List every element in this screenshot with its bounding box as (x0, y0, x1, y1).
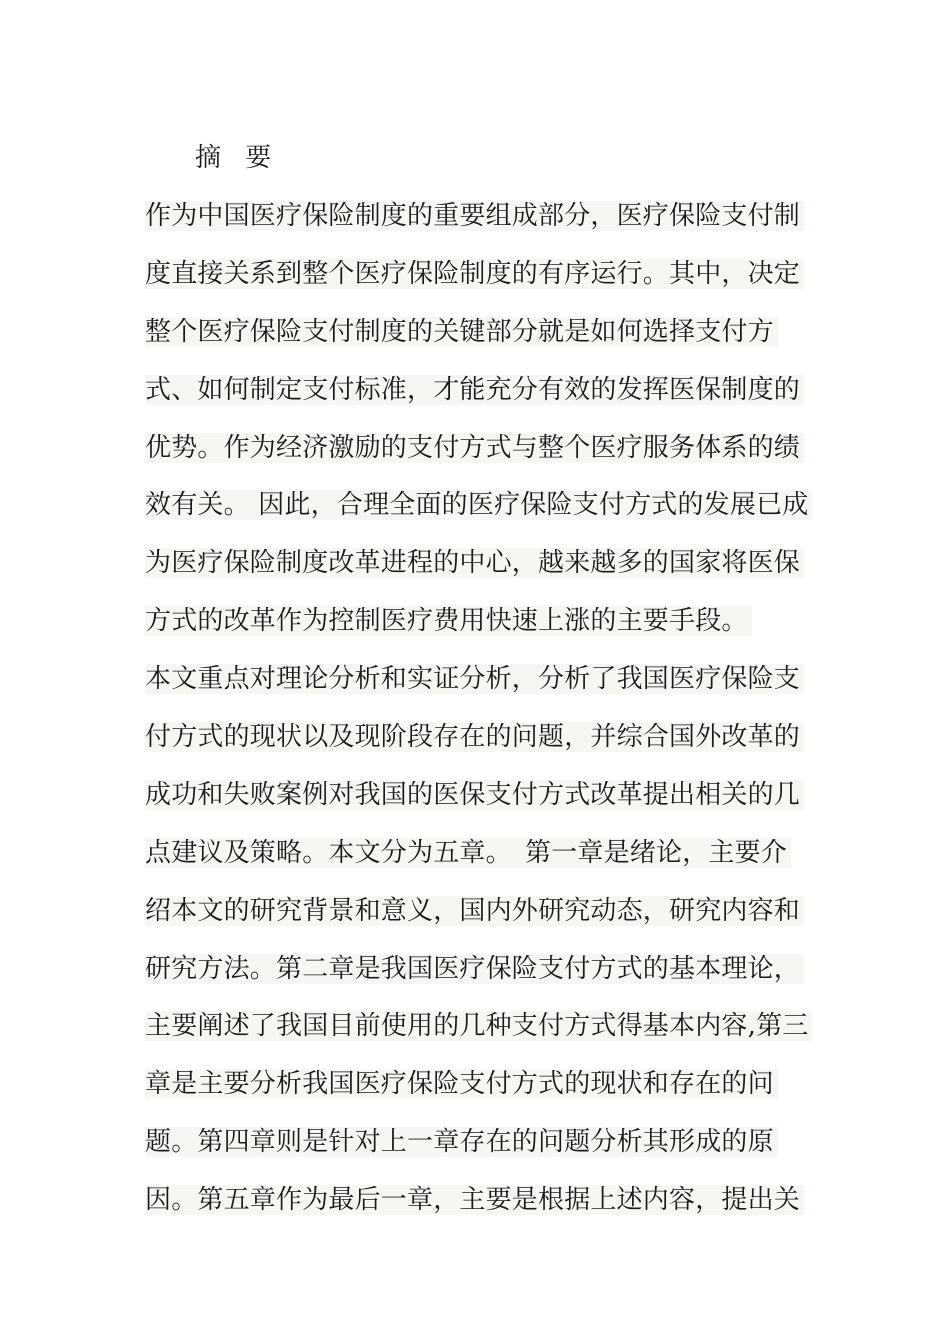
text-line-18: 因。第五章作为最后一章，主要是根据上述内容，提出关 (145, 1175, 805, 1233)
text-line-13: 绍本文的研究背景和意义，国内外研究动态，研究内容和 (145, 886, 805, 944)
text-line-14: 研究方法。第二章是我国医疗保险支付方式的基本理论， (145, 944, 805, 1002)
text-line-10: 付方式的现状以及现阶段存在的问题，并综合国外改革的 (145, 712, 805, 770)
text-line-9: 本文重点对理论分析和实证分析，分析了我国医疗保险支 (145, 654, 805, 712)
text-line-17: 题。第四章则是针对上一章存在的问题分析其形成的原 (145, 1117, 805, 1175)
text-line-11: 成功和失败案例对我国的医保支付方式改革提出相关的几 (145, 770, 805, 828)
text-line-4: 式、如何制定支付标准，才能充分有效的发挥医保制度的 (145, 365, 805, 423)
text-line-1: 作为中国医疗保险制度的重要组成部分，医疗保险支付制 (145, 191, 805, 249)
text-line-2: 度直接关系到整个医疗保险制度的有序运行。其中，决定 (145, 249, 805, 307)
text-line-5: 优势。作为经济激励的支付方式与整个医疗服务体系的绩 (145, 423, 805, 481)
abstract-heading: 摘 要 (195, 143, 280, 173)
abstract-body (145, 191, 809, 1233)
text-line-3: 整个医疗保险支付制度的关键部分就是如何选择支付方 (145, 307, 805, 365)
text-line-6: 效有关。 因此，合理全面的医疗保险支付方式的发展已成 (145, 480, 805, 538)
text-line-7: 为医疗保险制度改革进程的中心，越来越多的国家将医保 (145, 538, 805, 596)
text-line-8: 方式的改革作为控制医疗费用快速上涨的主要手段。 (145, 596, 805, 654)
text-line-12: 点建议及策略。本文分为五章。 第一章是绪论，主要介 (145, 828, 805, 886)
text-line-16: 章是主要分析我国医疗保险支付方式的现状和存在的问 (145, 1059, 805, 1117)
text-line-15: 主要阐述了我国目前使用的几种支付方式得基本内容,第三 (145, 1001, 805, 1059)
